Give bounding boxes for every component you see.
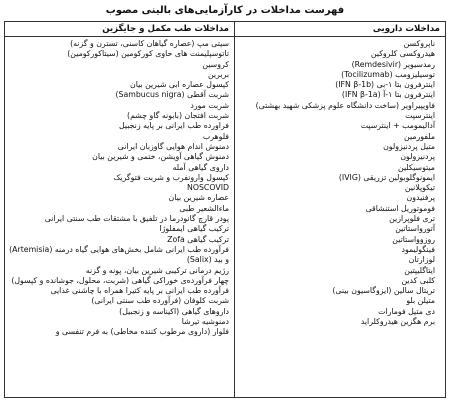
drug-intervention-item: اینترفرون بتا ۱-آ (IFN β-1a) <box>341 90 435 100</box>
drug-intervention-item: فینگولیمود <box>401 244 435 254</box>
drug-intervention-item: هیدروکسی کلروکین <box>370 49 435 59</box>
complementary-intervention-item: فلوهرب <box>202 131 229 141</box>
drug-column-header: مداخلات دارویی <box>235 22 445 37</box>
drug-list <box>235 37 445 327</box>
complementary-intervention-item: فرآورده طب ایرانی بر پایه کتیرا همراه با چاشنی غذایی <box>50 286 229 296</box>
drug-intervention-item: تریتال سالین (ایزوگاسیون بینی) <box>332 286 435 296</box>
drug-intervention-item: دی متیل فومارات <box>378 306 435 316</box>
complementary-intervention-item: پودر قارچ گانودرما در تلفیق با مشتقات طب سنتی ایرانی <box>44 214 229 224</box>
complementary-intervention-item: کپسول عصاره ابی شیرین بیان <box>129 80 229 90</box>
complementary-intervention-item: فرآورده طب ایرانی شامل بخش‌های هوایی گیاه درمنه (Artemisia) و بید (Salix) <box>9 244 229 265</box>
page-title: فهرست مداخلات در کارآزمایی‌های بالینی مصوب <box>105 5 345 16</box>
complementary-intervention-item: شربت کلوفان (فرآورده طب سنتی ایرانی) <box>91 296 229 306</box>
complementary-intervention-item: بربرین <box>207 69 229 79</box>
drug-intervention-item: لوزارتان <box>408 255 435 265</box>
complementary-intervention-item: کپسول وارونفرب و شربت فتوگریک <box>113 172 229 182</box>
drug-intervention-item: ایتاگلیپتین <box>404 265 435 275</box>
complementary-intervention-item: ماءالشعیر طبی <box>179 203 229 213</box>
complementary-intervention-item: عصاره شیرین بیان <box>168 193 229 203</box>
complementary-intervention-item: داروهای گیاهی (اکیناسه و زنجبیل) <box>119 306 229 316</box>
complementary-intervention-item: شربت افتجان (بابونه گاو چشم) <box>127 111 229 121</box>
drug-intervention-item: آتورواستاتین <box>395 224 435 234</box>
drug-intervention-item: ایمونوگلوبولین تزریقی (IVIG) <box>338 172 435 182</box>
drug-intervention-item: روزوواستاتین <box>392 234 435 244</box>
drug-intervention-item: آدالیمومب + اینترسپت <box>360 121 435 131</box>
complementary-intervention-item: سیتی مپ (عصاره گیاهان کاسنی، تسترن و گزنه) <box>70 39 229 48</box>
complementary-intervention-item: دمنوش گیاهی آویشن، ختمی و شیرین بیان <box>92 152 229 162</box>
complementary-intervention-item: رژیم درمانی ترکیبی شیرین بیان، پونه و گزنه <box>85 265 229 275</box>
complementary-intervention-item: چهار فرآورده‌ی خوراکی گیاهی (شربت، محلول، جوشانده و کپسول) <box>11 275 229 285</box>
complementary-list <box>5 37 234 338</box>
complementary-intervention-item: فلوار (داروی مرطوب کننده مخاطی) به فرم تنفسی و <box>55 327 229 337</box>
drug-intervention-item: رمدسیویر (Remdesivir) <box>351 59 435 69</box>
complementary-intervention-item: شربت مورد <box>190 100 229 110</box>
drug-intervention-item: ملفورمین <box>404 131 435 141</box>
drug-intervention-item: فوموتوریل استنشاقی <box>365 203 435 213</box>
complementary-intervention-item: شربت آقطی (Sambucus nigra) <box>115 90 229 100</box>
drug-intervention-item: اینترفرون بتا ۱-بی (IFN β-1b) <box>335 80 435 90</box>
drug-intervention-item: پرفنیدون <box>406 193 435 203</box>
drug-intervention-item: تری فلوپرازین <box>389 214 435 224</box>
complementary-intervention-item: کروسین <box>202 59 229 69</box>
complementary-intervention-item: دمنوشیه تیرشا <box>181 317 229 327</box>
complementary-intervention-item: دمنوش اندام هوایی گاوزبان ایرانی <box>117 141 229 151</box>
drug-intervention-item: پردنیزولون <box>400 152 435 162</box>
drug-intervention-item: فاویپیراویر (ساخت دانشگاه علوم پزشکی شهید بهشتی) <box>255 100 435 110</box>
drug-intervention-item: برم هگزین هیدروکلراید <box>360 317 435 327</box>
complementary-intervention-item: تاتوسپلیمنت های حاوی کورکومین (سیتاکورکومین) <box>67 49 229 59</box>
drug-intervention-item: ناپروکسن <box>403 39 435 48</box>
complementary-column-header: مداخلات طب مکمل و جایگزین <box>5 22 234 37</box>
drug-intervention-item: متیلن بلو <box>406 296 435 306</box>
complementary-intervention-item: داروی گیاهی آمله <box>172 162 229 172</box>
drug-intervention-item: میتوسیکلین <box>398 162 435 172</box>
drug-intervention-item: کلبی کدین <box>401 275 435 285</box>
complementary-intervention-item: ترکیب گیاهی Zofa <box>167 234 229 244</box>
complementary-intervention-item: فراورده طب ایرانی بر پایه زنجبیل <box>119 121 229 131</box>
complementary-column <box>5 22 235 397</box>
drug-intervention-item: توسیلیزومب (Tocilizumab) <box>341 69 435 79</box>
drug-intervention-item: متیل پردنیزولون <box>383 141 435 151</box>
interventions-table <box>4 21 446 398</box>
drug-intervention-item: تیکوپلانین <box>404 183 435 193</box>
complementary-intervention-item: ترکیب گیاهی ایمفلوژا <box>159 224 229 234</box>
complementary-intervention-item: NOSCOVID <box>187 183 229 193</box>
drug-column <box>235 22 445 397</box>
drug-intervention-item: اینترسپت <box>405 111 435 121</box>
